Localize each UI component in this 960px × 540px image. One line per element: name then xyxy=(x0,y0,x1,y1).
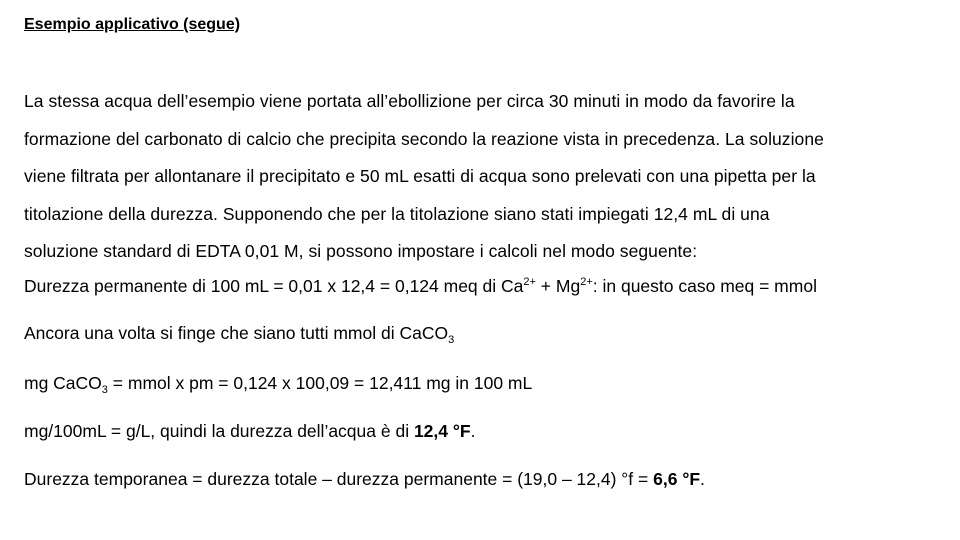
text-segment: Durezza temporanea = durezza totale – durezza permanente = (19,0 – 12,4) °f = xyxy=(24,469,654,489)
paragraph-line: soluzione standard di EDTA 0,01 M, si possono impostare i calcoli nel modo seguente: xyxy=(24,241,698,261)
paragraph-line: La stessa acqua dell’esempio viene portata all’ebollizione per circa 30 minuti in modo da favorire la xyxy=(24,91,795,111)
text-segment: mg CaCO xyxy=(24,373,102,393)
superscript: 2+ xyxy=(523,276,536,288)
text-segment: : in questo caso meq = mmol xyxy=(592,276,817,296)
text-segment: = mmol x pm = 0,124 x 100,09 = 12,411 mg in 100 mL xyxy=(107,373,533,393)
paragraph-line: formazione del carbonato di calcio che precipita secondo la reazione vista in precedenza. La soluzione xyxy=(24,128,824,149)
text-segment: Ancora una volta si finge che siano tutti mmol di CaCO xyxy=(24,323,449,343)
paragraph-line: viene filtrata per allontanare il precipitato e 50 mL esatti di acqua sono prelevati con una pipetta per la xyxy=(24,166,816,186)
text-segment: Durezza permanente di 100 mL = 0,01 x 12,4 = 0,124 meq di Ca xyxy=(24,276,524,296)
caco3-assumption-line xyxy=(24,323,454,344)
text-segment: . xyxy=(700,469,705,489)
mg-caco3-line xyxy=(24,373,532,394)
temporary-hardness-line xyxy=(24,469,705,490)
permanent-hardness-line xyxy=(24,276,817,297)
bold-result: 6,6 °F xyxy=(653,469,701,489)
subscript: 3 xyxy=(101,384,108,396)
subscript: 3 xyxy=(448,334,455,346)
conversion-line xyxy=(24,421,475,442)
slide xyxy=(24,0,944,540)
bold-result: 12,4 °F xyxy=(413,421,471,441)
text-segment: mg/100mL = g/L, quindi la durezza dell’acqua è di xyxy=(24,421,414,441)
intro-paragraph xyxy=(24,83,939,271)
text-segment: + Mg xyxy=(535,276,581,296)
slide-title: Esempio applicativo (segue) xyxy=(24,16,241,33)
superscript: 2+ xyxy=(580,276,593,288)
text-segment: . xyxy=(470,421,476,441)
paragraph-line: titolazione della durezza. Supponendo che per la titolazione siano stati impiegati 12,4 mL di una xyxy=(24,203,770,224)
